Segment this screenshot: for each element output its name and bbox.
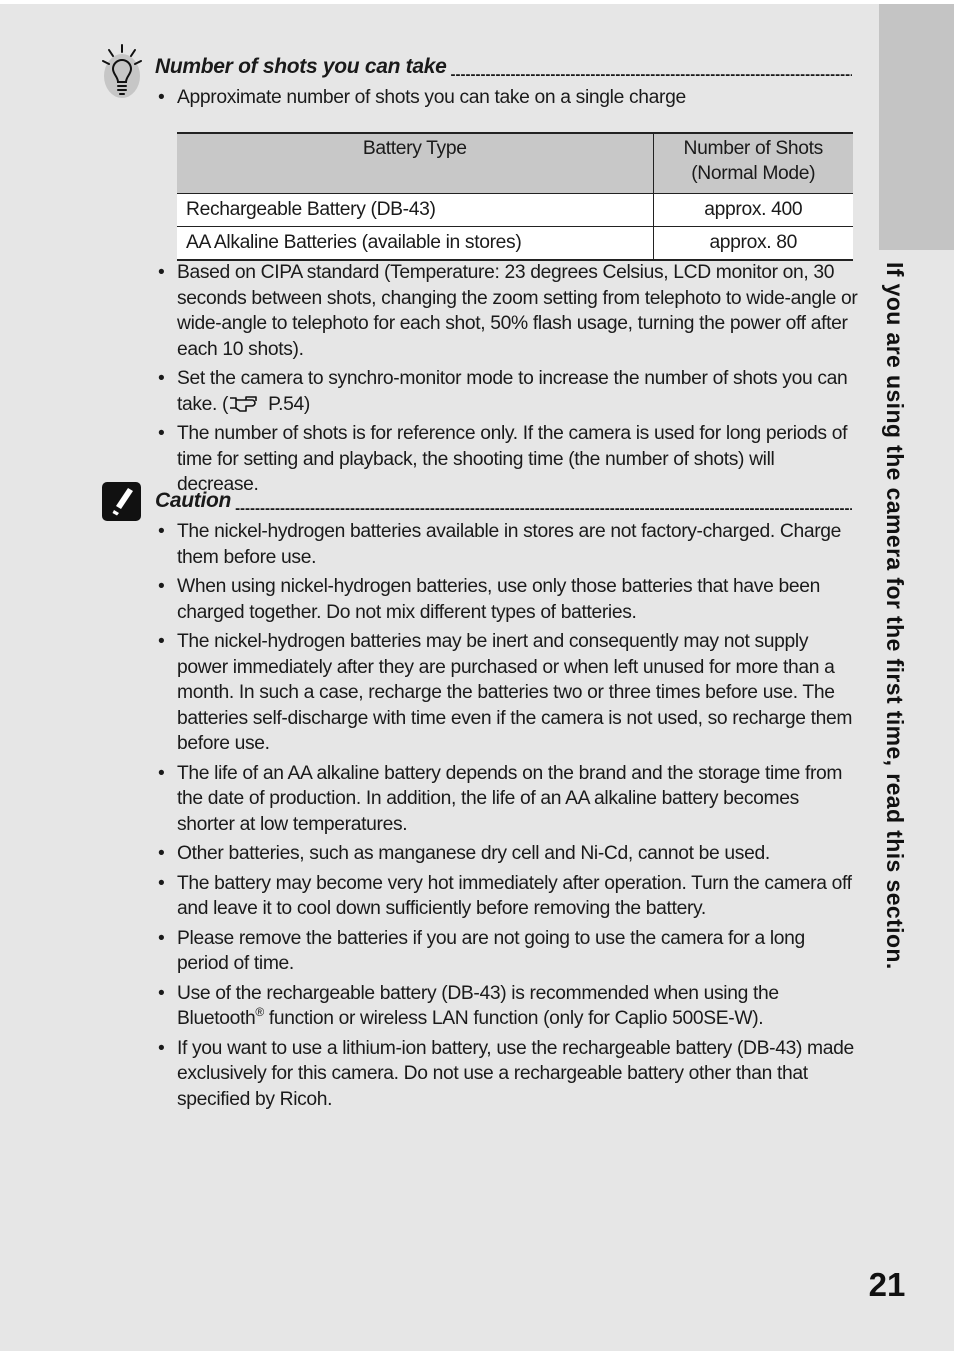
header-battery-type: Battery Type: [177, 133, 653, 194]
list-item-text: Use of the rechargeable battery (DB-43) is recommended when using the Bluetooth: [177, 982, 779, 1029]
registered-mark: ®: [255, 1005, 264, 1019]
top-border: [0, 0, 954, 4]
notes-bullet-list: [158, 260, 858, 498]
list-item: [158, 366, 858, 417]
heading-dash-rule: [451, 61, 853, 79]
list-item: • Approximate number of shots you can take on a single charge: [158, 85, 858, 111]
list-item-text: function or wireless LAN function (only for Caplio 500SE-W).: [263, 1008, 764, 1029]
list-item: • If you want to use a lithium-ion battery, use the rechargeable battery (DB-43) made exclusively for this camera. Do not use a rechargeable battery other than that specified by Ricoh.: [158, 1036, 858, 1113]
notes-heading-title: Number of shots you can take: [155, 55, 447, 78]
section-tab: [879, 4, 954, 250]
list-item-text: Set the camera to synchro-monitor mode to increase the number of shots you can take. (: [177, 368, 848, 415]
header-number-of-shots: [653, 133, 853, 194]
list-item-text: P.54): [268, 393, 310, 415]
caution-bullet-list: [158, 519, 858, 1112]
table-row: [177, 227, 853, 261]
table-row: [177, 194, 853, 227]
table-header-row: [177, 133, 853, 194]
notes-heading: [155, 53, 852, 79]
list-item: • The number of shots is for reference only. If the camera is used for long periods of time for setting and playback, the shooting time (the number of shots) will decrease.: [158, 421, 858, 498]
list-item: • Other batteries, such as manganese dry cell and Ni-Cd, cannot be used.: [158, 841, 858, 867]
header-shots-line2: (Normal Mode): [691, 163, 816, 184]
heading-dash-rule: [235, 495, 852, 513]
notes-intro-list: [158, 85, 858, 111]
header-shots-line1: Number of Shots: [683, 138, 823, 159]
list-item: [158, 981, 858, 1032]
list-item: • Based on CIPA standard (Temperature: 23 degrees Celsius, LCD monitor on, 30 seconds between shots, changing the zoom setting from telephoto to wide-angle or wide-angle to telephoto for each shot, 50% flash usage, turning the power off after each 10 shots).: [158, 260, 858, 362]
caution-heading-title: Caution: [155, 489, 232, 512]
list-item: • The life of an AA alkaline battery depends on the brand and the storage time from the date of production. In addition, the life of an AA alkaline battery becomes shorter at low temperatures.: [158, 761, 858, 838]
page-reference-icon: [228, 393, 268, 413]
list-item: • The nickel-hydrogen batteries available in stores are not factory-charged. Charge them before use.: [158, 519, 858, 570]
page-number: 21: [868, 1266, 906, 1303]
cell-shots: approx. 400: [653, 194, 853, 227]
list-item: • When using nickel-hydrogen batteries, use only those batteries that have been charged together. Do not mix different types of batteries.: [158, 574, 858, 625]
cell-battery-type: AA Alkaline Batteries (available in stores): [177, 227, 653, 261]
caution-icon: [102, 482, 141, 521]
section-side-title: If you are using the camera for the first time, read this section.: [882, 262, 908, 970]
caution-heading: [155, 487, 852, 513]
cell-battery-type: Rechargeable Battery (DB-43): [177, 194, 653, 227]
list-item: • The battery may become very hot immediately after operation. Turn the camera off and leave it to cool down sufficiently before removing the battery.: [158, 871, 858, 922]
lightbulb-icon: [100, 42, 144, 102]
cell-shots: approx. 80: [653, 227, 853, 261]
list-item: • Please remove the batteries if you are not going to use the camera for a long period of time.: [158, 926, 858, 977]
list-item: • The nickel-hydrogen batteries may be inert and consequently may not supply power immediately after they are purchased or when left unused for more than a month. In such a case, recharge the batteries two or three times before use. The batteries self-discharge with time even if the camera is not used, so recharge them before use.: [158, 629, 858, 757]
battery-shots-table: [177, 132, 853, 261]
